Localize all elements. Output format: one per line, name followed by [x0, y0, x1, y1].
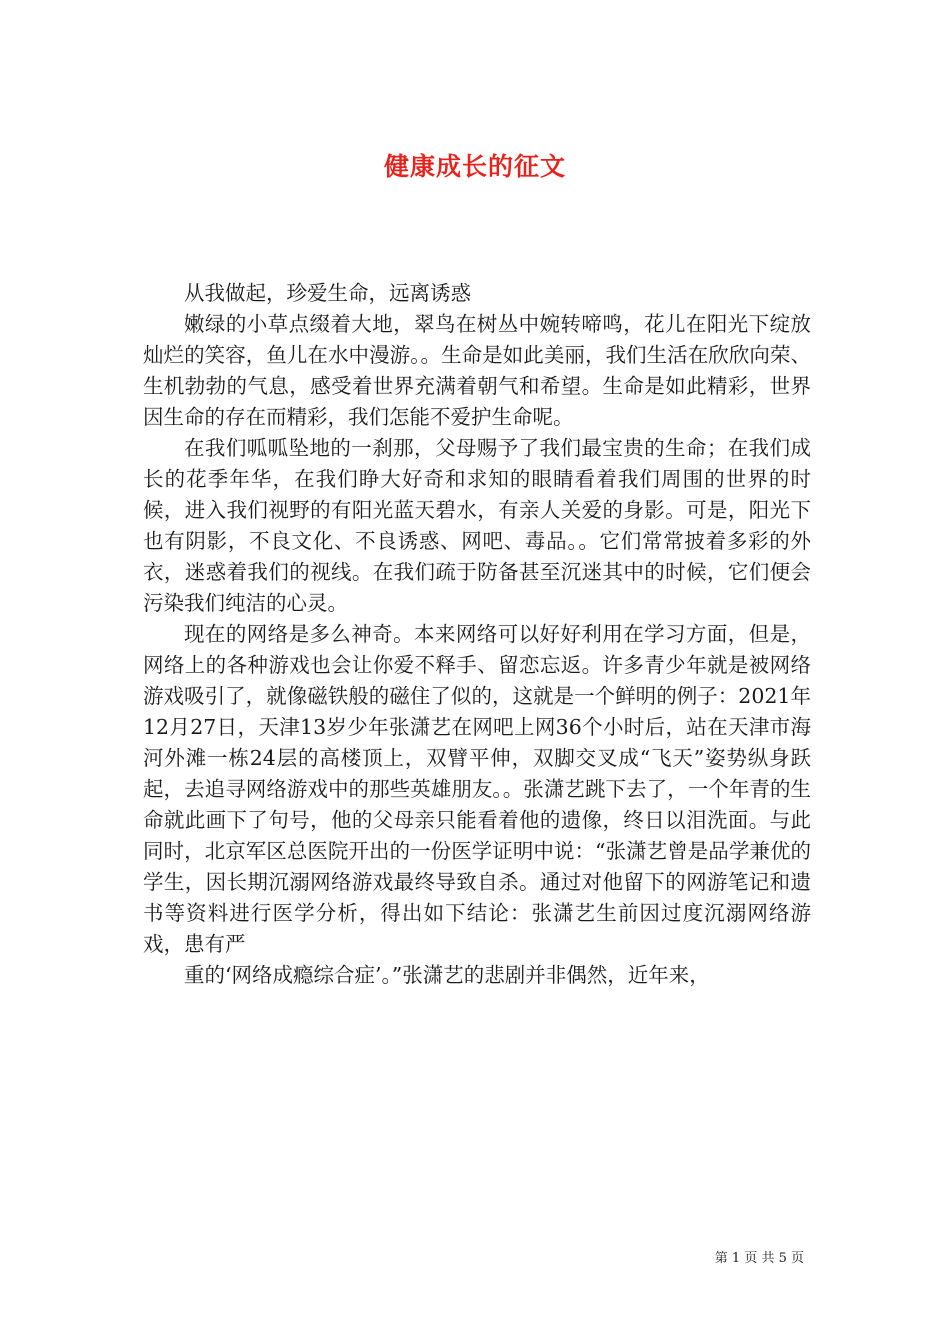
- paragraph: 重的‘网络成瘾综合症’。”张潇艺的悲剧并非偶然，近年来，: [184, 963, 710, 987]
- document-body: [143, 278, 811, 991]
- page-title: 健康成长的征文: [383, 151, 566, 181]
- paragraph: 在我们呱呱坠地的一刹那，父母赐予了我们最宝贵的生命；在我们成长的花季年华，在我们睁大好奇和求知的眼睛看着我们周围的世界的时候，进入我们视野的有阳光蓝天碧水，有亲人关爱的身影。可是，阳光下也有阴影，不良文化、不良诱惑、网吧、毒品。。它们常常披着多彩的外衣，迷惑着我们的视线。在我们疏于防备甚至沉迷其中的时候，它们便会污染我们纯洁的心灵。: [143, 436, 811, 615]
- page-number: 第 1 页 共 5 页: [714, 1251, 804, 1266]
- paragraph-heading: 从我做起，珍爱生命，远离诱惑: [184, 281, 471, 305]
- paragraph: 现在的网络是多么神奇。本来网络可以好好利用在学习方面，但是，网络上的各种游戏也会让你爱不释手、留恋忘返。许多青少年就是被网络游戏吸引了，就像磁铁般的磁住了似的，这就是一个鲜明的例子：2021年12月27日，天津13岁少年张潇艺在网吧上网36个小时后，站在天津市海河外滩一栋24层的高楼顶上，双臂平伸，双脚交叉成“飞天”姿势纵身跃起，去追寻网络游戏中的那些英雄朋友。。张潇艺跳下去了，一个年青的生命就此画下了句号，他的父母亲只能看着他的遗像，终日以泪洗面。与此同时，北京军区总医院开出的一份医学证明中说：“张潇艺曾是品学兼优的学生，因长期沉溺网络游戏最终导致自杀。通过对他留下的网游笔记和遗书等资料进行医学分析，得出如下结论：张潇艺生前因过度沉溺网络游戏，患有严: [143, 622, 811, 956]
- paragraph: 嫩绿的小草点缀着大地，翠鸟在树丛中婉转啼鸣，花儿在阳光下绽放灿烂的笑容，鱼儿在水中漫游。。生命是如此美丽，我们生活在欣欣向荣、生机勃勃的气息，感受着世界充满着朝气和希望。生命是如此精彩，世界因生命的存在而精彩，我们怎能不爱护生命呢。: [143, 312, 811, 429]
